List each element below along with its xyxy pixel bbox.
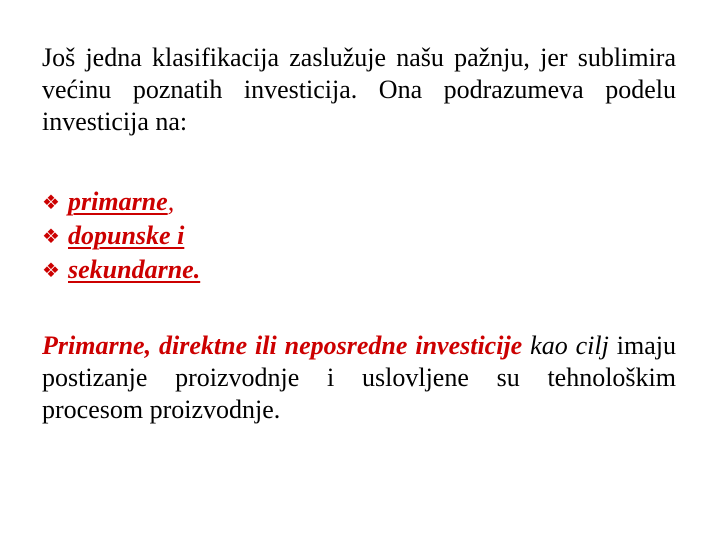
definition-paragraph <box>42 330 676 426</box>
slide-content <box>42 42 676 426</box>
definition-rest: imaju postizanje proizvodnje i uslovljene su tehnološkim procesom proizvodnje. <box>42 331 676 424</box>
term-suffix: , <box>167 187 175 216</box>
diamond-bullet-icon: ❖ <box>42 258 60 282</box>
intro-paragraph: Još jedna klasifikacija zaslužuje našu pažnju, jer sublimira većinu poznatih investicija. Ona podrazumeva podelu investicija na: <box>42 43 676 136</box>
list-item <box>42 220 676 254</box>
definition-italic: kao cilj <box>522 331 609 360</box>
list-item <box>42 186 676 220</box>
list-item <box>42 254 676 288</box>
diamond-bullet-icon: ❖ <box>42 224 60 248</box>
diamond-bullet-icon: ❖ <box>42 190 60 214</box>
term-dopunske: dopunske i <box>68 221 185 250</box>
definition-lead: Primarne, direktne ili neposredne investicije <box>42 331 523 360</box>
classification-list <box>42 186 676 288</box>
term-primarne: primarne <box>68 187 168 216</box>
term-sekundarne: sekundarne. <box>68 255 201 284</box>
